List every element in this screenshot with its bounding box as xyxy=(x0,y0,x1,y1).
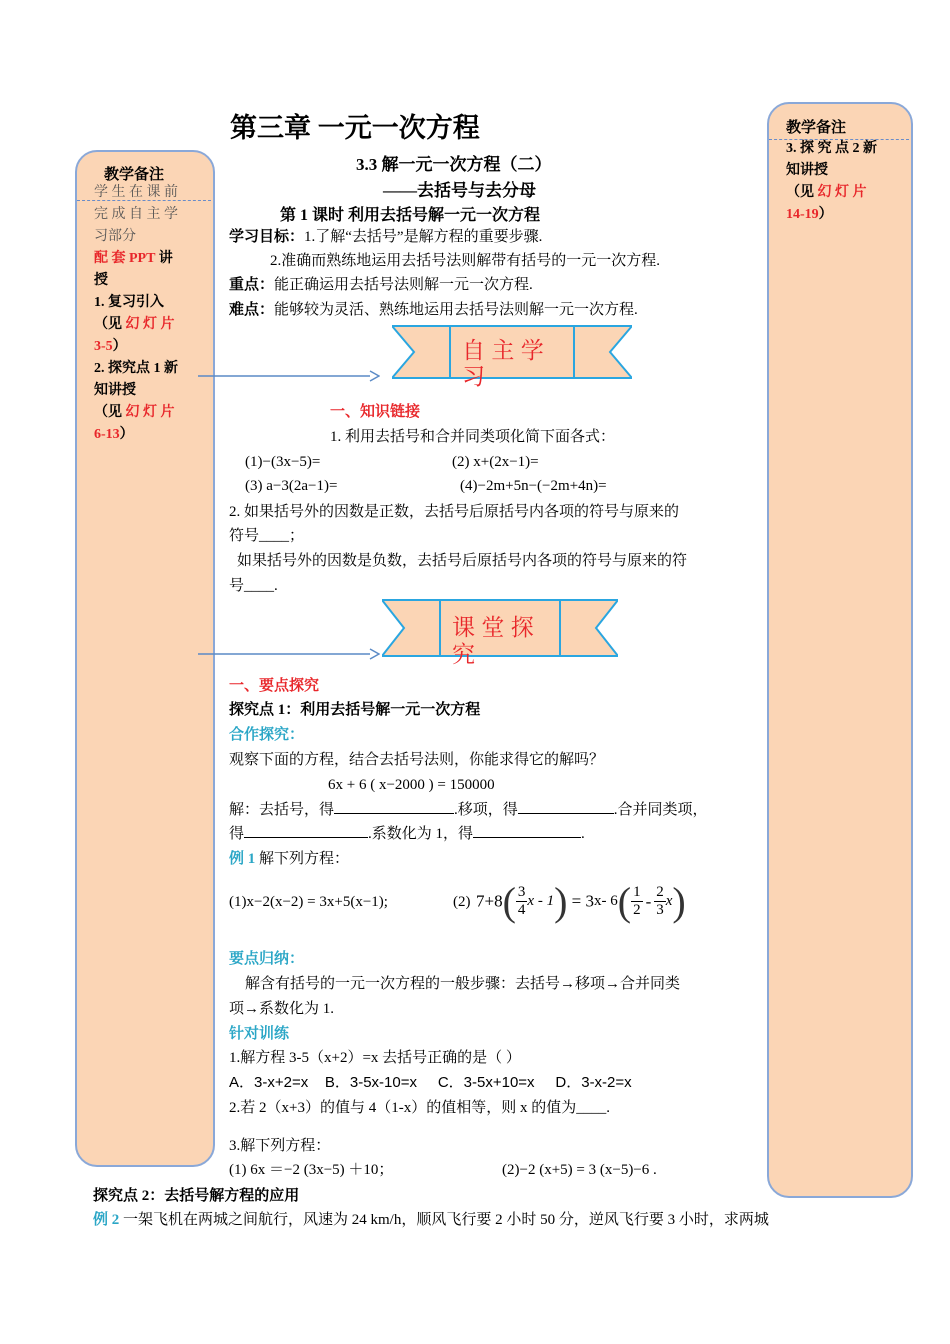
example1-eq2-label: (2) xyxy=(453,894,471,910)
section-subtitle: ——去括号与去分母 xyxy=(383,181,536,200)
section-title: 3.3 解一元一次方程（二） xyxy=(356,155,552,174)
training-q3-eq1: (1) 6x ＝−2 (3x−5) ＋10； xyxy=(229,1162,394,1178)
training-heading: 针对训练 xyxy=(229,1026,290,1042)
difficult-point: 难点：能够较为灵活、熟练地运用去括号法则解一元一次方程. xyxy=(229,302,638,318)
observe-equation: 6x + 6 ( x−2000 ) = 150000 xyxy=(328,777,495,793)
training-q2: 2.若 2（x+3）的值与 4（1-x）的值相等，则 x 的值为____. xyxy=(229,1100,610,1116)
training-q3: 3.解下列方程： xyxy=(229,1138,331,1154)
lesson-title: 第 1 课时 利用去括号解一元一次方程 xyxy=(280,207,541,224)
training-q1: 1.解方程 3-5（x+2）=x 去括号正确的是（ ） xyxy=(229,1050,521,1066)
summary-heading: 要点归纳： xyxy=(229,951,305,967)
solution-line2: 得 .系数化为 1，得 . xyxy=(229,826,585,842)
right-notes-body: 3. 探 究 点 2 新 知讲授 （见 幻 灯 片 14-19） xyxy=(786,141,877,222)
right-teaching-notes xyxy=(767,102,913,1198)
example1-eq2: 7+8( $\frac{3}{4}$ x - 1) = 3x- 6( $\frac{1}{2}$ - $\frac{2}{3}$ x) xyxy=(476,879,686,924)
explore-heading: 一、要点探究 xyxy=(229,678,320,694)
right-notes-title: 教学备注 xyxy=(786,119,847,136)
summary-line1: 解含有括号的一元一次方程的一般步骤：去括号→移项→合并同类 xyxy=(245,976,681,992)
knowledge-q1: 1. 利用去括号和合并同类项化简下面各式： xyxy=(330,429,616,445)
learning-goal-2: 2.准确而熟练地运用去括号法则解带有括号的一元一次方程. xyxy=(270,253,661,269)
training-q1-options: A．3-x+2=x B．3-5x-10=x C．3-5x+10=x D．3-x-2=x xyxy=(229,1074,632,1091)
summary-line2: 项→系数化为 1. xyxy=(229,1001,335,1017)
knowledge-e4: (4)−2m+5n−(−2m+4n)= xyxy=(460,478,607,494)
knowledge-q2b: 符号____； xyxy=(229,528,305,544)
learning-goals: 学习目标：1.了解“去括号”是解方程的重要步骤. xyxy=(229,229,543,245)
knowledge-e1: (1)−(3x−5)= xyxy=(245,454,321,470)
knowledge-e2: (2) x+(2x−1)= xyxy=(452,454,539,470)
knowledge-heading: 一、知识链接 xyxy=(330,404,421,420)
example2: 例 2 一架飞机在两城之间航行，风速为 24 km/h，顺风飞行要 2 小时 50 分，逆风飞行要 3 小时，求两城 xyxy=(93,1212,769,1228)
observe-text: 观察下面的方程，结合去括号法则，你能求得它的解吗？ xyxy=(229,752,605,768)
training-q3-eq2: (2)−2 (x+5) = 3 (x−5)−6 . xyxy=(502,1162,657,1178)
chapter-title: 第三章 一元一次方程 xyxy=(230,113,480,143)
solution-line1: 解：去括号，得 .移项，得 .合并同类项， xyxy=(229,802,708,818)
example1-eq1: (1)x−2(x−2) = 3x+5(x−1); xyxy=(229,894,388,910)
left-notes-body: 学 生 在 课 前 完 成 自 主 学 习部分 配 套 PPT 讲 授 1. 复习引入 （见 幻 灯 片 3-5） 2. 探究点 1 新 知讲授 （见 幻 灯 片 6-13） xyxy=(94,185,178,442)
coop-heading: 合作探究： xyxy=(229,727,305,743)
banner-class-explore-text: 课 堂 探 究 xyxy=(452,614,534,667)
example1: 例 1 解下列方程： xyxy=(229,851,350,867)
knowledge-e3: (3) a−3(2a−1)= xyxy=(245,478,338,494)
arrow-to-banner1 xyxy=(198,370,380,382)
knowledge-q2d: 号____. xyxy=(229,578,278,594)
explore-point2: 探究点 2：去括号解方程的应用 xyxy=(93,1188,300,1204)
left-notes-title: 教学备注 xyxy=(104,166,165,183)
arrow-to-banner2 xyxy=(198,648,380,660)
explore-point1: 探究点 1：利用去括号解一元一次方程 xyxy=(229,702,481,718)
knowledge-q2c: 如果括号外的因数是负数，去括号后原括号内各项的符号与原来的符 xyxy=(237,553,688,569)
banner-self-study-text: 自 主 学 习 xyxy=(462,337,544,389)
key-point: 重点：能正确运用去括号法则解一元一次方程. xyxy=(229,277,533,293)
knowledge-q2a: 2. 如果括号外的因数是正数，去括号后原括号内各项的符号与原来的 xyxy=(229,504,680,520)
